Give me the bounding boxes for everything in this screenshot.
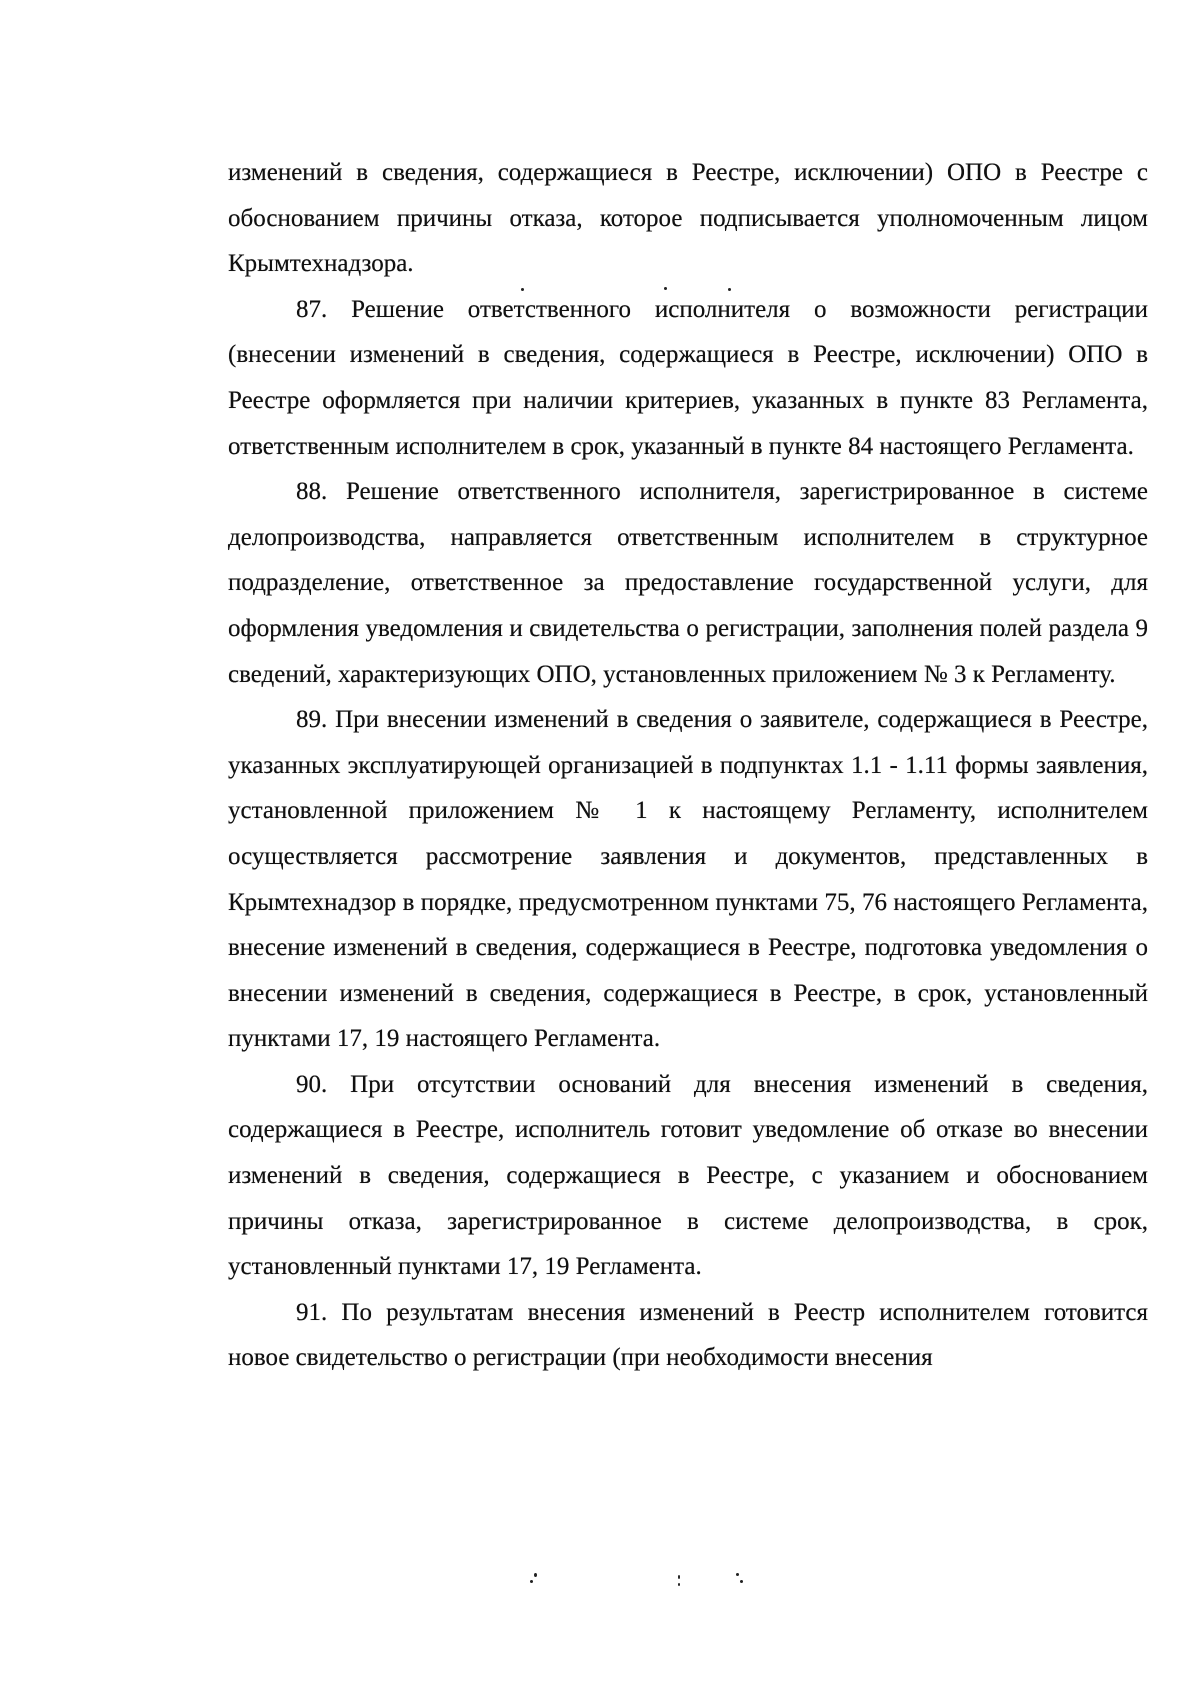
paragraph-number: 89. — [296, 706, 328, 734]
scan-speck — [521, 288, 524, 291]
paragraph-number: 91. — [296, 1298, 328, 1326]
paragraph-text: Решение ответственного исполнителя о возможности регистрации (внесении изменений в сведения, содержащиеся в Реестре, исключении) ОПО в Реестре оформляется при наличии критериев, указанных в пункте 83 Регламента, ответственным исполнителем в срок, указанный в пункте 84 настоящего Регламента. — [228, 295, 1148, 460]
paragraph-text: По результатам внесения изменений в Реестр исполнителем готовится новое свидетельство о регистрации (при необходимости внесения — [228, 1298, 1148, 1372]
scan-speck — [728, 288, 731, 291]
scan-speck — [678, 1575, 680, 1579]
paragraph-number: 87. — [296, 295, 328, 323]
paragraph-91 — [228, 1290, 1148, 1381]
paragraph-text: При внесении изменений в сведения о заявителе, содержащиеся в Реестре, указанных эксплуатирующей организацией в подпунктах 1.1 - 1.11 формы заявления, установленной приложением № 1 к настоящему Регламенту, исполнителем осуществляется рассмотрение заявления и документов, представленных в Крымтехнадзор в порядке, предусмотренном пунктами 75, 76 настоящего Регламента, внесение изменений в сведения, содержащиеся в Реестре, подготовка уведомления о внесении изменений в сведения, содержащиеся в Реестре, в срок, установленный пунктами 17, 19 настоящего Регламента. — [228, 706, 1148, 1053]
paragraph-text: При отсутствии оснований для внесения изменений в сведения, содержащиеся в Реестре, исполнитель готовит уведомление об отказе во внесении изменений в сведения, содержащиеся в Реестре, с указанием и обоснованием причины отказа, зарегистрированное в системе делопроизводства, в срок, установленный пунктами 17, 19 Регламента. — [228, 1070, 1148, 1281]
paragraph-text: Решение ответственного исполнителя, зарегистрированное в системе делопроизводства, направляется ответственным исполнителем в структурное подразделение, ответственное за предоставление государственной услуги, для оформления уведомления и свидетельства о регистрации, заполнения полей раздела 9 сведений, характеризующих ОПО, установленных приложением № 3 к Регламенту. — [228, 478, 1148, 688]
paragraph-89 — [228, 697, 1148, 1062]
scan-speck — [740, 1580, 743, 1583]
paragraph-text: изменений в сведения, содержащиеся в Реестре, исключении) ОПО в Реестре с обоснованием причины отказа, которое подписывается уполномоченным лицом Крымтехнадзора. — [228, 159, 1148, 278]
scan-speck — [530, 1580, 533, 1583]
document-body — [228, 150, 1148, 1381]
paragraph-88 — [228, 469, 1148, 697]
scan-speck — [534, 1573, 537, 1577]
paragraph-87 — [228, 287, 1148, 469]
scan-speck — [664, 287, 667, 290]
paragraph-continuation — [228, 150, 1148, 287]
paragraph-90 — [228, 1062, 1148, 1290]
paragraph-number: 88. — [296, 478, 328, 506]
scan-speck — [678, 1583, 680, 1586]
scan-speck — [736, 1573, 739, 1576]
paragraph-number: 90. — [296, 1070, 328, 1098]
